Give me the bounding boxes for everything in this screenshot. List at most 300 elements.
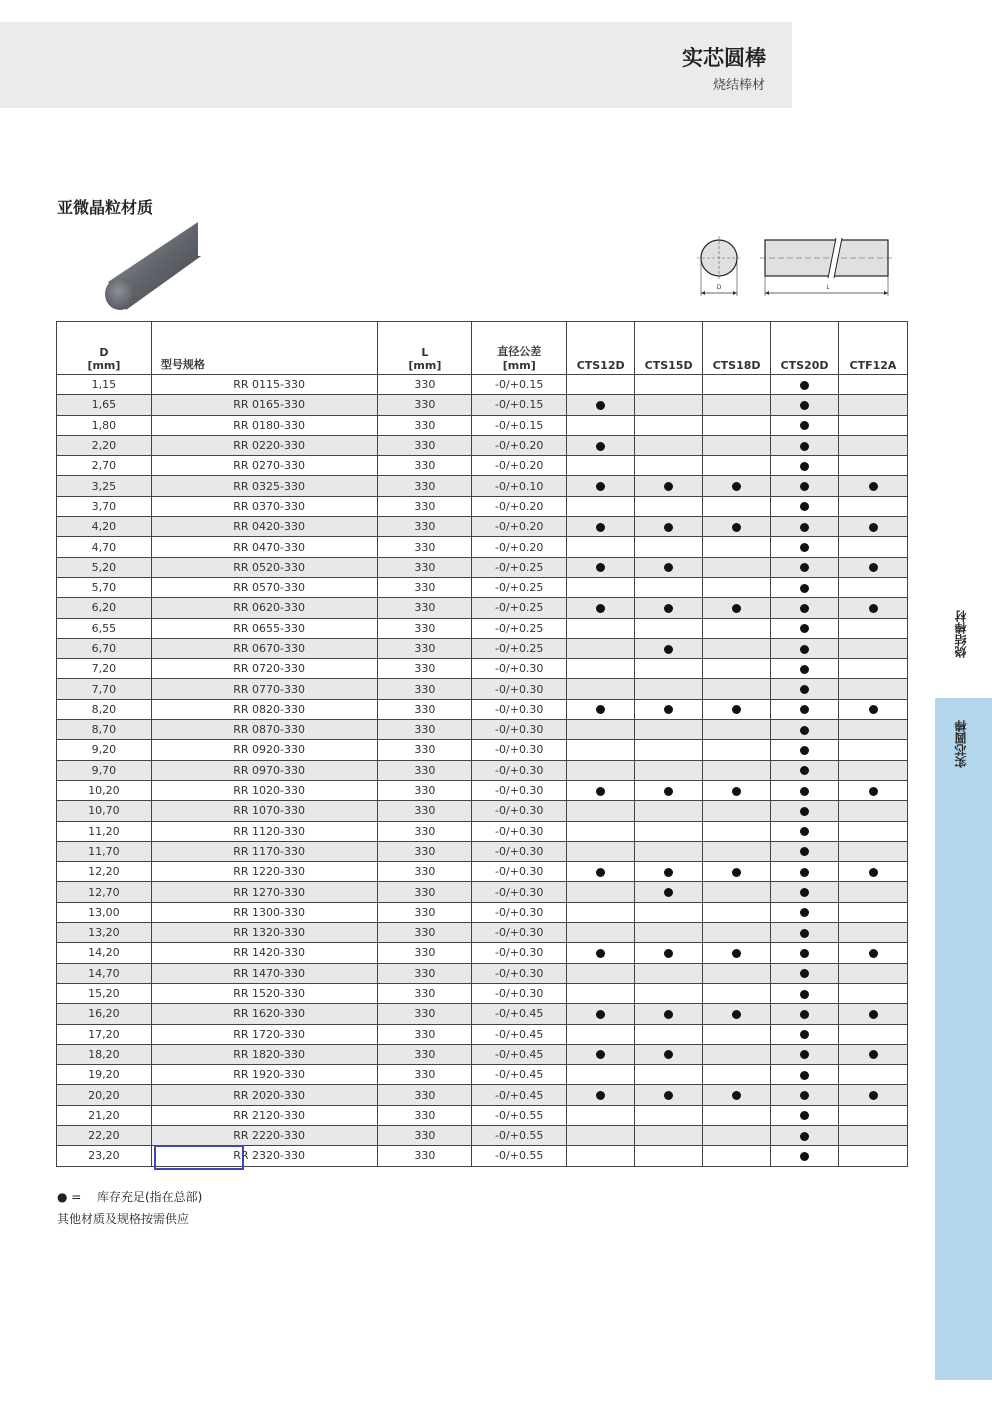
- stock-dot-icon: [800, 523, 809, 532]
- stock-dot-icon: [732, 1091, 741, 1100]
- stock-dot-icon: [869, 705, 878, 714]
- stock-dot-icon: [732, 604, 741, 613]
- stock-dot-icon: [596, 787, 605, 796]
- cell-length: 330: [378, 740, 472, 760]
- stock-dot-icon: [869, 523, 878, 532]
- cell-diameter: 19,20: [57, 1065, 152, 1085]
- cell-diameter: 12,20: [57, 862, 152, 882]
- cell-grade-availability: [703, 720, 771, 740]
- cell-grade-availability: [703, 902, 771, 922]
- stock-dot-icon: [596, 563, 605, 572]
- cell-diameter: 2,20: [57, 435, 152, 455]
- cell-model: RR 0970-330: [151, 760, 378, 780]
- cell-grade-availability: [635, 943, 703, 963]
- cell-diameter: 20,20: [57, 1085, 152, 1105]
- cell-tolerance: -0/+0.45: [472, 1004, 567, 1024]
- cell-grade-availability: [635, 963, 703, 983]
- cell-grade-availability: [567, 902, 635, 922]
- cell-length: 330: [378, 1146, 472, 1166]
- cell-length: 330: [378, 375, 472, 395]
- cell-grade-availability: [771, 720, 839, 740]
- cell-grade-availability: [703, 557, 771, 577]
- cell-tolerance: -0/+0.25: [472, 557, 567, 577]
- cell-grade-availability: [567, 557, 635, 577]
- cell-grade-availability: [703, 1065, 771, 1085]
- cell-model: RR 1270-330: [151, 882, 378, 902]
- cell-model: RR 0870-330: [151, 720, 378, 740]
- cell-grade-availability: [703, 943, 771, 963]
- cell-tolerance: -0/+0.30: [472, 780, 567, 800]
- stock-dot-icon: [800, 1132, 809, 1141]
- cell-model: RR 1020-330: [151, 780, 378, 800]
- cell-tolerance: -0/+0.30: [472, 659, 567, 679]
- cell-length: 330: [378, 1004, 472, 1024]
- cell-grade-availability: [839, 1085, 908, 1105]
- cell-length: 330: [378, 618, 472, 638]
- stock-dot-icon: [732, 523, 741, 532]
- cell-tolerance: -0/+0.25: [472, 577, 567, 597]
- cell-diameter: 4,70: [57, 537, 152, 557]
- cell-length: 330: [378, 415, 472, 435]
- cell-grade-availability: [703, 983, 771, 1003]
- cell-grade-availability: [567, 456, 635, 476]
- stock-dot-icon: [869, 563, 878, 572]
- cell-grade-availability: [771, 375, 839, 395]
- cell-grade-availability: [567, 923, 635, 943]
- cell-grade-availability: [703, 415, 771, 435]
- stock-dot-icon: [664, 604, 673, 613]
- cell-diameter: 9,70: [57, 760, 152, 780]
- page-subtitle: 烧结棒材: [712, 78, 765, 93]
- page-title: 实芯圆棒: [682, 46, 766, 70]
- table-row: [57, 415, 908, 435]
- cell-grade-availability: [567, 882, 635, 902]
- side-tab-solid-rods-label: 实芯圆棒: [954, 720, 968, 768]
- cell-grade-availability: [703, 841, 771, 861]
- cell-grade-availability: [839, 943, 908, 963]
- cell-grade-availability: [839, 902, 908, 922]
- cell-length: 330: [378, 1125, 472, 1145]
- cell-diameter: 1,65: [57, 395, 152, 415]
- cell-tolerance: -0/+0.15: [472, 395, 567, 415]
- cell-grade-availability: [839, 618, 908, 638]
- cell-grade-availability: [839, 517, 908, 537]
- cell-grade-availability: [771, 598, 839, 618]
- rod-image: [100, 218, 210, 317]
- cell-grade-availability: [771, 821, 839, 841]
- stock-dot-icon: [800, 888, 809, 897]
- table-row: [57, 1085, 908, 1105]
- cell-tolerance: -0/+0.45: [472, 1085, 567, 1105]
- cell-grade-availability: [635, 557, 703, 577]
- cell-tolerance: -0/+0.45: [472, 1065, 567, 1085]
- stock-dot-icon: [800, 584, 809, 593]
- table-row: [57, 902, 908, 922]
- cell-grade-availability: [771, 963, 839, 983]
- cell-diameter: 13,00: [57, 902, 152, 922]
- table-row: [57, 699, 908, 719]
- cell-tolerance: -0/+0.30: [472, 841, 567, 861]
- stock-dot-icon: [800, 726, 809, 735]
- stock-dot-icon: [664, 705, 673, 714]
- cell-model: RR 1300-330: [151, 902, 378, 922]
- cell-model: RR 1120-330: [151, 821, 378, 841]
- cell-grade-availability: [703, 395, 771, 415]
- cell-grade-availability: [839, 923, 908, 943]
- stock-dot-icon: [800, 645, 809, 654]
- table-row: [57, 679, 908, 699]
- cell-grade-availability: [771, 862, 839, 882]
- cell-grade-availability: [567, 780, 635, 800]
- stock-dot-icon: [800, 381, 809, 390]
- cell-grade-availability: [635, 740, 703, 760]
- cell-grade-availability: [771, 1146, 839, 1166]
- table-row: [57, 517, 908, 537]
- table-row: [57, 618, 908, 638]
- stock-dot-icon: [732, 1010, 741, 1019]
- cell-grade-availability: [567, 821, 635, 841]
- cell-grade-availability: [567, 375, 635, 395]
- cell-grade-availability: [771, 699, 839, 719]
- cell-length: 330: [378, 476, 472, 496]
- cell-tolerance: -0/+0.10: [472, 476, 567, 496]
- stock-dot-icon: [800, 665, 809, 674]
- cell-length: 330: [378, 923, 472, 943]
- cell-grade-availability: [703, 435, 771, 455]
- cell-grade-availability: [635, 760, 703, 780]
- cell-model: RR 0520-330: [151, 557, 378, 577]
- cell-diameter: 16,20: [57, 1004, 152, 1024]
- stock-dot-icon: [596, 482, 605, 491]
- cell-grade-availability: [567, 983, 635, 1003]
- cell-grade-availability: [771, 1105, 839, 1125]
- cell-grade-availability: [839, 395, 908, 415]
- cell-grade-availability: [839, 1146, 908, 1166]
- cell-grade-availability: [635, 983, 703, 1003]
- table-row: [57, 882, 908, 902]
- cell-grade-availability: [635, 699, 703, 719]
- cell-tolerance: -0/+0.30: [472, 882, 567, 902]
- cell-grade-availability: [635, 395, 703, 415]
- cell-length: 330: [378, 679, 472, 699]
- cell-length: 330: [378, 577, 472, 597]
- cell-tolerance: -0/+0.25: [472, 598, 567, 618]
- table-row: [57, 476, 908, 496]
- cell-grade-availability: [771, 943, 839, 963]
- cell-grade-availability: [635, 638, 703, 658]
- cell-length: 330: [378, 902, 472, 922]
- cell-grade-availability: [771, 1024, 839, 1044]
- cell-diameter: 6,70: [57, 638, 152, 658]
- cell-tolerance: -0/+0.30: [472, 679, 567, 699]
- cell-length: 330: [378, 435, 472, 455]
- header-grade-cts15d: CTS15D: [635, 322, 703, 375]
- cell-grade-availability: [771, 517, 839, 537]
- cell-grade-availability: [771, 618, 839, 638]
- stock-dot-icon: [800, 908, 809, 917]
- cell-length: 330: [378, 456, 472, 476]
- stock-dot-icon: [732, 787, 741, 796]
- stock-dot-icon: [800, 787, 809, 796]
- cell-diameter: 1,80: [57, 415, 152, 435]
- table-row: [57, 1004, 908, 1024]
- cell-diameter: 14,20: [57, 943, 152, 963]
- cell-grade-availability: [635, 456, 703, 476]
- stock-dot-icon: [869, 868, 878, 877]
- cell-grade-availability: [839, 963, 908, 983]
- cell-length: 330: [378, 983, 472, 1003]
- table-row: [57, 923, 908, 943]
- cell-grade-availability: [567, 720, 635, 740]
- cell-diameter: 3,70: [57, 496, 152, 516]
- cell-tolerance: -0/+0.20: [472, 537, 567, 557]
- stock-dot-icon: [800, 949, 809, 958]
- cell-model: RR 2320-330: [151, 1146, 378, 1166]
- cell-model: RR 0620-330: [151, 598, 378, 618]
- stock-dot-icon: [800, 1091, 809, 1100]
- cell-grade-availability: [839, 456, 908, 476]
- cell-grade-availability: [635, 1105, 703, 1125]
- stock-dot-icon: [800, 746, 809, 755]
- header-length: L [mm]: [378, 322, 472, 375]
- table-header-row: [57, 322, 908, 375]
- stock-dot-icon: [800, 604, 809, 613]
- cell-grade-availability: [567, 395, 635, 415]
- cell-model: RR 0270-330: [151, 456, 378, 476]
- cell-grade-availability: [703, 699, 771, 719]
- table-row: [57, 537, 908, 557]
- cell-grade-availability: [771, 679, 839, 699]
- stock-dot-icon: [800, 766, 809, 775]
- cell-grade-availability: [771, 435, 839, 455]
- cell-grade-availability: [771, 902, 839, 922]
- stock-dot-icon: [800, 868, 809, 877]
- cell-model: RR 0220-330: [151, 435, 378, 455]
- cell-model: RR 0370-330: [151, 496, 378, 516]
- cell-grade-availability: [567, 476, 635, 496]
- product-spec-table: [56, 321, 908, 1167]
- cell-grade-availability: [839, 1004, 908, 1024]
- cell-grade-availability: [703, 659, 771, 679]
- cell-grade-availability: [703, 496, 771, 516]
- cell-grade-availability: [771, 537, 839, 557]
- cell-grade-availability: [635, 577, 703, 597]
- table-row: [57, 963, 908, 983]
- stock-dot-icon: [596, 523, 605, 532]
- stock-dot-icon: [800, 847, 809, 856]
- cell-model: RR 0670-330: [151, 638, 378, 658]
- cell-grade-availability: [567, 496, 635, 516]
- header-grade-cts20d: CTS20D: [771, 322, 839, 375]
- cell-model: RR 0570-330: [151, 577, 378, 597]
- cell-tolerance: -0/+0.20: [472, 456, 567, 476]
- stock-dot-icon: [800, 929, 809, 938]
- cell-length: 330: [378, 720, 472, 740]
- cell-grade-availability: [839, 476, 908, 496]
- cell-model: RR 1320-330: [151, 923, 378, 943]
- cell-model: RR 1520-330: [151, 983, 378, 1003]
- cell-grade-availability: [703, 1004, 771, 1024]
- cell-tolerance: -0/+0.30: [472, 983, 567, 1003]
- cell-grade-availability: [635, 841, 703, 861]
- cell-diameter: 18,20: [57, 1044, 152, 1064]
- cell-grade-availability: [839, 375, 908, 395]
- cell-grade-availability: [635, 780, 703, 800]
- stock-dot-icon: [596, 1010, 605, 1019]
- cell-length: 330: [378, 699, 472, 719]
- cell-grade-availability: [771, 923, 839, 943]
- cell-grade-availability: [703, 882, 771, 902]
- cell-grade-availability: [635, 537, 703, 557]
- stock-dot-icon: [664, 868, 673, 877]
- cell-grade-availability: [635, 1085, 703, 1105]
- cell-grade-availability: [635, 1004, 703, 1024]
- cell-length: 330: [378, 1044, 472, 1064]
- cell-length: 330: [378, 841, 472, 861]
- stock-dot-icon: [800, 990, 809, 999]
- cell-model: RR 0115-330: [151, 375, 378, 395]
- table-row: [57, 577, 908, 597]
- stock-dot-icon: [664, 1050, 673, 1059]
- cell-grade-availability: [635, 415, 703, 435]
- cell-length: 330: [378, 1024, 472, 1044]
- cell-tolerance: -0/+0.55: [472, 1105, 567, 1125]
- stock-dot-icon: [664, 888, 673, 897]
- cell-grade-availability: [635, 902, 703, 922]
- cell-grade-availability: [839, 720, 908, 740]
- cell-diameter: 7,70: [57, 679, 152, 699]
- cell-length: 330: [378, 517, 472, 537]
- stock-dot-icon: [800, 543, 809, 552]
- cell-tolerance: -0/+0.45: [472, 1024, 567, 1044]
- cell-length: 330: [378, 395, 472, 415]
- cell-grade-availability: [703, 862, 771, 882]
- stock-dot-icon: [800, 401, 809, 410]
- cell-grade-availability: [567, 699, 635, 719]
- cell-model: RR 0165-330: [151, 395, 378, 415]
- cell-diameter: 22,20: [57, 1125, 152, 1145]
- cell-grade-availability: [567, 760, 635, 780]
- rod-dimension-diagram: [694, 234, 894, 302]
- cell-length: 330: [378, 760, 472, 780]
- stock-dot-icon: [869, 1091, 878, 1100]
- table-row: [57, 375, 908, 395]
- cell-grade-availability: [567, 577, 635, 597]
- stock-dot-icon: [732, 949, 741, 958]
- cell-grade-availability: [635, 618, 703, 638]
- cell-model: RR 1420-330: [151, 943, 378, 963]
- cell-grade-availability: [567, 801, 635, 821]
- length-label: L: [826, 284, 830, 291]
- header-band: [0, 22, 792, 108]
- cell-grade-availability: [839, 638, 908, 658]
- table-row: [57, 862, 908, 882]
- stock-dot-icon: [800, 442, 809, 451]
- cell-tolerance: -0/+0.45: [472, 1044, 567, 1064]
- cell-diameter: 7,20: [57, 659, 152, 679]
- stock-dot-icon: [800, 1152, 809, 1161]
- cell-diameter: 10,20: [57, 780, 152, 800]
- cell-grade-availability: [635, 720, 703, 740]
- cell-grade-availability: [771, 801, 839, 821]
- stock-dot-icon: [869, 949, 878, 958]
- cell-model: RR 1620-330: [151, 1004, 378, 1024]
- side-tab-sintered-rods[interactable]: 烧结棒材: [954, 610, 968, 658]
- cell-grade-availability: [567, 659, 635, 679]
- cell-grade-availability: [771, 1125, 839, 1145]
- cell-grade-availability: [839, 435, 908, 455]
- cell-grade-availability: [771, 760, 839, 780]
- table-row: [57, 557, 908, 577]
- table-row: [57, 801, 908, 821]
- cell-grade-availability: [567, 415, 635, 435]
- cell-grade-availability: [567, 435, 635, 455]
- cell-grade-availability: [839, 801, 908, 821]
- cell-grade-availability: [839, 760, 908, 780]
- cell-length: 330: [378, 882, 472, 902]
- cell-grade-availability: [839, 1044, 908, 1064]
- cell-grade-availability: [567, 841, 635, 861]
- cell-grade-availability: [703, 963, 771, 983]
- stock-dot-icon: [664, 645, 673, 654]
- cell-grade-availability: [839, 577, 908, 597]
- cell-grade-availability: [771, 983, 839, 1003]
- cell-model: RR 0770-330: [151, 679, 378, 699]
- cell-diameter: 12,70: [57, 882, 152, 902]
- cell-grade-availability: [635, 862, 703, 882]
- cell-model: RR 1220-330: [151, 862, 378, 882]
- cell-grade-availability: [771, 1065, 839, 1085]
- stock-dot-icon: [800, 624, 809, 633]
- stock-dot-icon: [596, 401, 605, 410]
- cell-grade-availability: [703, 537, 771, 557]
- cell-grade-availability: [839, 1105, 908, 1125]
- cell-length: 330: [378, 496, 472, 516]
- cell-grade-availability: [771, 841, 839, 861]
- table-row: [57, 760, 908, 780]
- table-row: [57, 598, 908, 618]
- table-row: [57, 435, 908, 455]
- stock-dot-icon: [596, 705, 605, 714]
- cell-grade-availability: [839, 1125, 908, 1145]
- cell-grade-availability: [567, 1125, 635, 1145]
- cell-model: RR 0420-330: [151, 517, 378, 537]
- cell-grade-availability: [635, 375, 703, 395]
- cell-grade-availability: [703, 780, 771, 800]
- table-row: [57, 1024, 908, 1044]
- cell-model: RR 1820-330: [151, 1044, 378, 1064]
- cell-grade-availability: [635, 1125, 703, 1145]
- cell-grade-availability: [771, 1085, 839, 1105]
- cell-diameter: 5,70: [57, 577, 152, 597]
- stock-dot-icon: [800, 1071, 809, 1080]
- cell-model: RR 1070-330: [151, 801, 378, 821]
- cell-model: RR 1920-330: [151, 1065, 378, 1085]
- cell-grade-availability: [703, 801, 771, 821]
- cell-grade-availability: [703, 618, 771, 638]
- cell-grade-availability: [567, 943, 635, 963]
- header-tolerance: 直径公差 [mm]: [472, 322, 567, 375]
- cell-grade-availability: [635, 598, 703, 618]
- cell-model: RR 0180-330: [151, 415, 378, 435]
- cell-length: 330: [378, 1105, 472, 1125]
- cell-length: 330: [378, 1065, 472, 1085]
- side-tab-solid-rods[interactable]: [935, 698, 992, 1380]
- cell-diameter: 14,70: [57, 963, 152, 983]
- cell-grade-availability: [635, 679, 703, 699]
- stock-dot-icon: [596, 442, 605, 451]
- cell-grade-availability: [703, 679, 771, 699]
